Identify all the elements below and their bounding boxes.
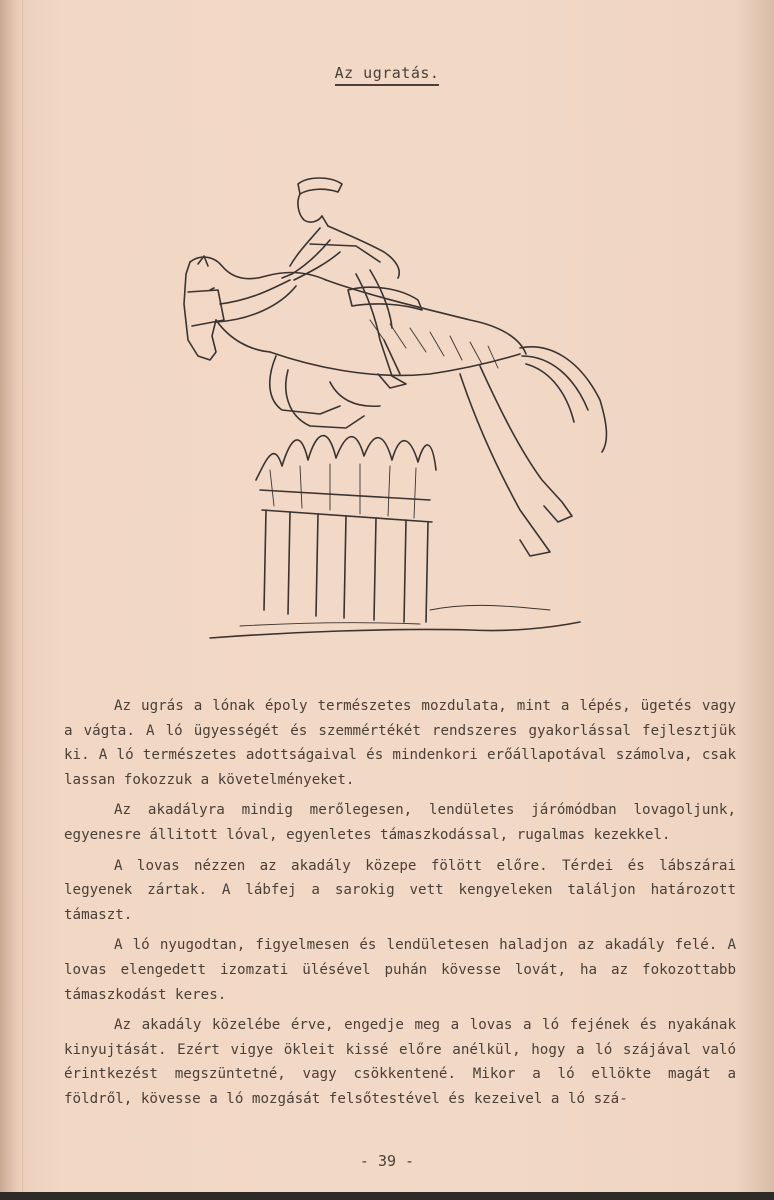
paragraph: A ló nyugodtan, figyelmesen és lendületesen haladjon az akadály felé. A lovas elengedett izomzati ülésével puhán kövesse lovát, ha az fokozottabb támaszkodást keres. <box>64 937 736 1003</box>
body-text <box>64 694 736 1118</box>
paragraph: A lovas nézzen az akadály közepe fölött előre. Térdei és lábszárai legyenek zártak. A lábfej a sarokig vett kengyeleken találjon határozott támaszt. <box>64 857 736 923</box>
horse-jump-illustration <box>170 170 640 650</box>
page-number: - 39 - <box>359 1152 415 1170</box>
paragraph: Az akadályra mindig merőlegesen, lendületes járómódban lovagoljunk, egyenesre állitott lóval, egyenletes támaszkodással, rugalmas kezekkel. <box>64 802 736 843</box>
paragraph: Az ugrás a lónak époly természetes mozdulata, mint a lépés, ügetés vagy a vágta. A ló ügyességét és szemmértékét rendszeres gyakorlással fejlesztjük ki. A ló természetes adottságaival és mindenkori erőállapotával számolva, csak lassan fokozzuk a követelményeket. <box>64 698 736 788</box>
paragraph: Az akadály közelébe érve, engedje meg a lovas a ló fejének és nyakának kinyujtását. Ezért vigye ökleit kissé előre anélkül, hogy a ló szájával való érintkezést megszüntetné, vagy csökkentené. Mikor a ló ellökte magát a földről, kövesse a ló mozgását felsőtestével és kezeivel a ló szá- <box>64 1017 736 1107</box>
book-binding-edge <box>0 0 23 1200</box>
page-bottom-edge <box>0 1192 774 1200</box>
page-title <box>0 64 774 82</box>
page-title-text: Az ugratás. <box>335 64 440 86</box>
